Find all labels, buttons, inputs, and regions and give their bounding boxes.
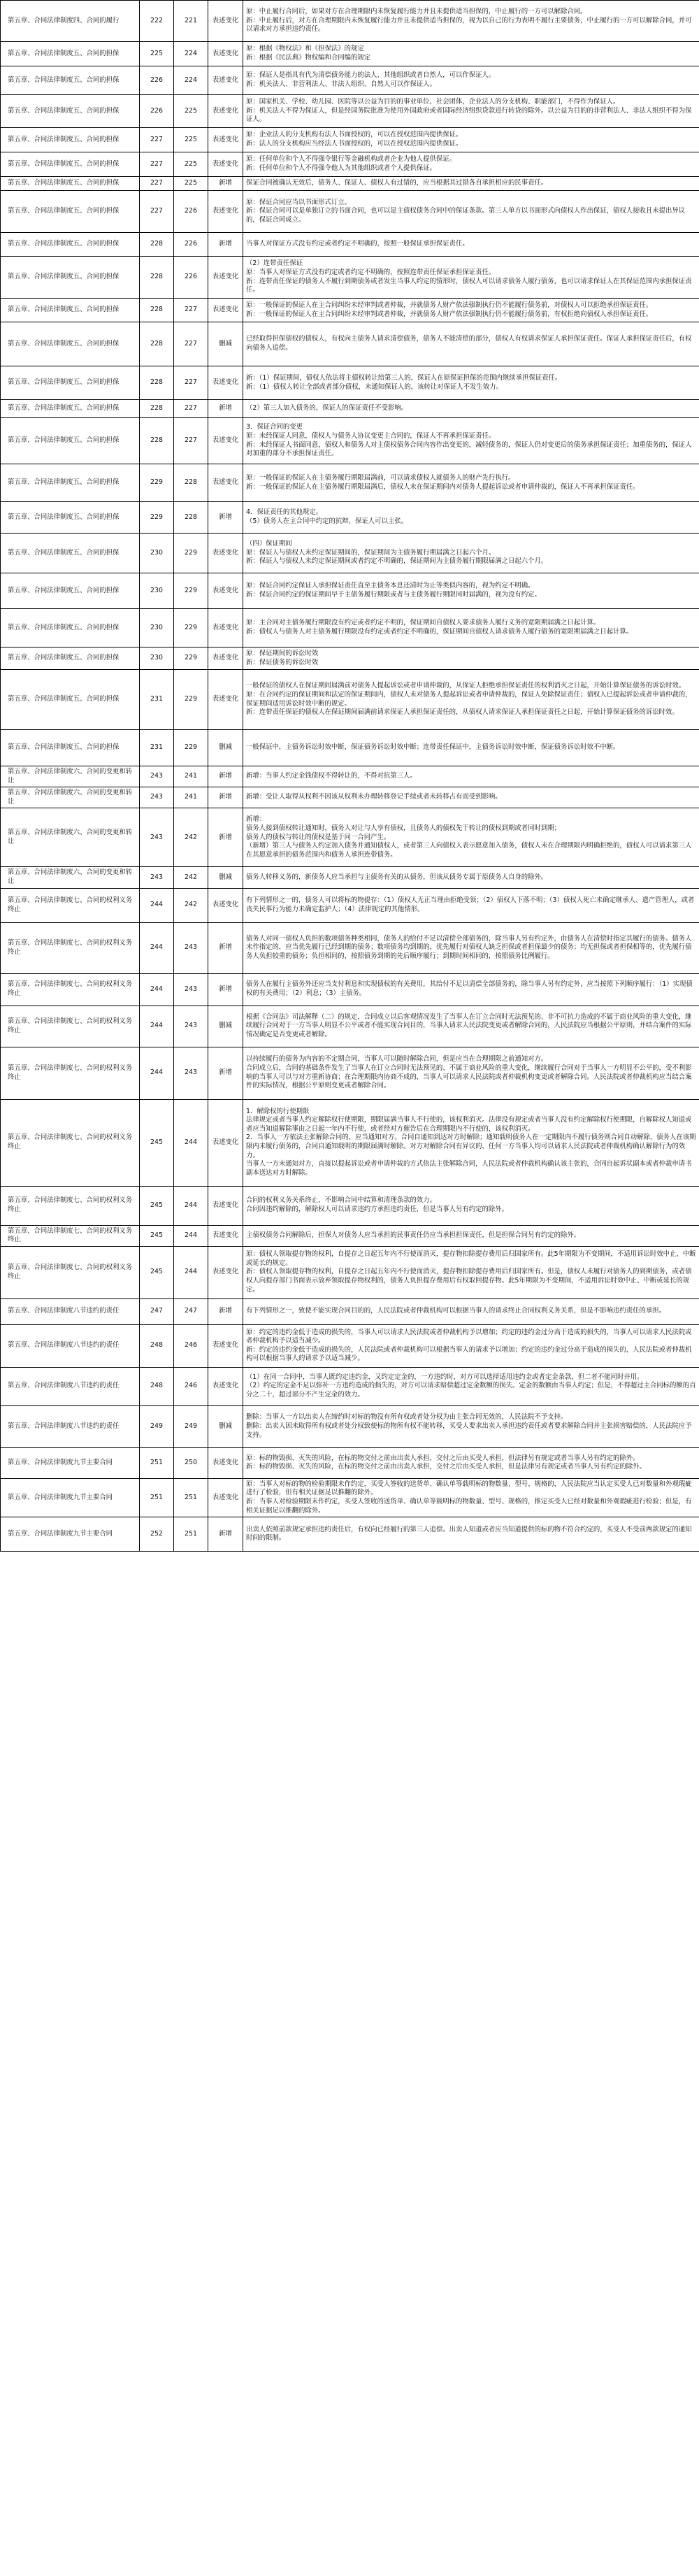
change-type-cell: 表述变化 (208, 534, 243, 573)
change-type-cell: 表述变化 (208, 670, 243, 730)
chapter-cell: 第五章、合同法律制度七、合同的权利义务终止 (1, 1225, 140, 1246)
old-page-cell: 226 (174, 233, 208, 257)
table-row (1, 973, 699, 1006)
old-page-cell: 249 (174, 1405, 208, 1447)
new-page-cell: 243 (140, 787, 174, 808)
old-page-cell: 242 (174, 888, 208, 922)
old-page-cell: 226 (174, 257, 208, 299)
old-page-cell: 242 (174, 867, 208, 888)
chapter-cell: 第五章、合同法律制度五、合同的担保 (1, 534, 140, 573)
change-type-cell: 新增 (208, 502, 243, 534)
change-content-cell: 原：主合同对主债务履行期限没有约定或者约定不明的，保证期间自债权人要求债务人履行义务的宽限期届满之日起计算。 新：债权人与债务人对主债务履行期限没有约定或者约定不明确的，保证期间自债权人请求债务人履行债务的宽限期届满之日起计算。 (243, 609, 699, 647)
new-page-cell: 227 (140, 177, 174, 191)
table-row (1, 366, 699, 400)
new-page-cell: 245 (140, 1225, 174, 1246)
change-content-cell: 一般保证中，主债务诉讼时效中断，保证债务诉讼时效中断；连带责任保证中，主债务诉讼时效中断，保证债务诉讼时效不中断。 (243, 730, 699, 766)
old-page-cell: 244 (174, 1225, 208, 1246)
new-page-cell: 227 (140, 128, 174, 152)
chapter-cell: 第五章、合同法律制度五、合同的担保 (1, 464, 140, 502)
change-content-cell: 原：债权人领取提存物的权利，自提存之日起五年内不行使而消灭，提存物扣除提存费用后归国家所有。此5年期限为不变期间，不适用诉讼时效中止、中断或延长的规定。 新：债权人领取提存物的权利，自提存之日起五年内不行使而消灭，提存物扣除提存费用后归国家所有。但是，债权人未履行对债务人的到期债务，或者债权人向提存部门书面表示放弃领取提存物权利的，债务人负担提存费用后有权取回提存物。此5年期限为不变期间，不适用诉讼时效中止、中断或延长的规定。 (243, 1246, 699, 1298)
new-page-cell: 243 (140, 808, 174, 867)
chapter-cell: 第五章、合同法律制度五、合同的担保 (1, 95, 140, 128)
new-page-cell: 228 (140, 366, 174, 400)
change-type-cell: 表述变化 (208, 1099, 243, 1186)
table-row (1, 42, 699, 66)
old-page-cell: 247 (174, 1298, 208, 1324)
table-row (1, 1099, 699, 1186)
table-row (1, 888, 699, 922)
table-row (1, 233, 699, 257)
change-type-cell: 新增 (208, 1298, 243, 1324)
change-type-cell: 表述变化 (208, 366, 243, 400)
old-page-cell: 225 (174, 152, 208, 177)
table-row (1, 1367, 699, 1405)
change-content-cell: 原：一般保证的保证人在主债务履行期限届满前，可以请求债权人就债务人的财产先行执行。 新：一般保证的保证人在主债务履行期限届满后，债权人未在保证期间内对债务人提起诉讼或者申请仲裁的，保证人不再承担保证责任。 (243, 464, 699, 502)
change-content-cell: 原：企业法人的分支机构有法人书面授权的，可以在授权范围内提供保证。 新：法人的分支机构应当经法人书面授权的，可以在授权范围内提供保证。 (243, 128, 699, 152)
chapter-cell: 第五章、合同法律制度五、合同的担保 (1, 128, 140, 152)
old-page-cell: 251 (174, 1478, 208, 1517)
old-page-cell: 227 (174, 366, 208, 400)
table-row (1, 1478, 699, 1517)
change-content-cell: 原：保证合同约定保证人承担保证责任直至主债务本息还清时为止等类似内容的，视为约定不明确。 新：保证合同约定的保证期间早于主债务履行期限或者与主债务履行期限同时届满的，视为没有约定。 (243, 573, 699, 609)
chapter-cell: 第五章、合同法律制度六、合同的变更和转让 (1, 867, 140, 888)
change-content-cell: 新增： 债务人接到债权转让通知时，债务人对让与人享有债权，且债务人的债权先于转让的债权到期或者同时到期； 债务人的债权与转让的债权是基于同一合同产生。 （新增）第三人与债务人约定加入债务并通知债权人，或者第三人向债权人表示愿意加入债务，债权人未在合理期限内明确拒绝的，债权人可以请求第三人在其愿意承担的债务范围内和债务人承担连带债务。 (243, 808, 699, 867)
table-row (1, 177, 699, 191)
new-page-cell: 244 (140, 1047, 174, 1099)
table-row (1, 418, 699, 464)
old-page-cell: 224 (174, 66, 208, 95)
new-page-cell: 228 (140, 233, 174, 257)
old-page-cell: 241 (174, 766, 208, 787)
old-page-cell: 225 (174, 95, 208, 128)
old-page-cell: 241 (174, 787, 208, 808)
new-page-cell: 228 (140, 418, 174, 464)
chapter-cell: 第五章、合同法律制度五、合同的担保 (1, 609, 140, 647)
chapter-cell: 第五章、合同法律制度五、合同的担保 (1, 233, 140, 257)
change-type-cell: 新增 (208, 787, 243, 808)
old-page-cell: 224 (174, 42, 208, 66)
change-type-cell: 表述变化 (208, 1324, 243, 1367)
change-type-cell: 表述变化 (208, 573, 243, 609)
table-row (1, 787, 699, 808)
table-row (1, 1447, 699, 1478)
change-type-cell: 删减 (208, 1405, 243, 1447)
new-page-cell: 245 (140, 1246, 174, 1298)
table-row (1, 922, 699, 973)
change-content-cell: 债务人转移义务的，新债务人应当承担与主债务有关的从债务，但该从债务专属于原债务人自身的除外。 (243, 867, 699, 888)
change-type-cell: 删减 (208, 867, 243, 888)
change-type-cell: 表述变化 (208, 1246, 243, 1298)
old-page-cell: 225 (174, 128, 208, 152)
chapter-cell: 第五章、合同法律制度七、合同的权利义务终止 (1, 973, 140, 1006)
change-content-cell: 删除：当事人一方以出卖人在缔约时对标的物没有所有权或者处分权为由主张合同无效的，人民法院不予支持。 删除：出卖人因未取得所有权或者处分权致使标的物所有权不能转移，买受人要求出卖人承担违约责任或者要求解除合同并主张损害赔偿的，人民法院应予支持。 (243, 1405, 699, 1447)
table-row (1, 647, 699, 670)
change-type-cell: 表述变化 (208, 191, 243, 233)
new-page-cell: 228 (140, 299, 174, 322)
change-content-cell: 债务人对同一债权人负担的数项债务种类相同，债务人的给付不足以清偿全部债务的，除当事人另有约定外，由债务人在清偿时指定其履行的债务。债务人未作指定的，应当优先履行已经到期的债务；数项债务均到期的，优先履行对债权人缺乏担保或者担保最少的债务；均无担保或者担保相等的，优先履行债务人负担较重的债务；负担相同的，按照债务到期的先后顺序履行；到期时间相同的，按照债务比例履行。 (243, 922, 699, 973)
chapter-cell: 第五章、合同法律制度五、合同的担保 (1, 366, 140, 400)
table-row (1, 808, 699, 867)
new-page-cell: 230 (140, 534, 174, 573)
chapter-cell: 第五章、合同法律制度五、合同的担保 (1, 418, 140, 464)
chapter-cell: 第五章、合同法律制度六、合同的变更和转让 (1, 808, 140, 867)
chapter-cell: 第五章、合同法律制度七、合同的权利义务终止 (1, 1047, 140, 1099)
change-type-cell: 新增 (208, 233, 243, 257)
table-row (1, 1405, 699, 1447)
table-row (1, 1246, 699, 1298)
old-page-cell: 246 (174, 1324, 208, 1367)
change-content-cell: 4．保证责任的其他规定。 （5）债务人在主合同中约定的抗辩，保证人可以主张。 (243, 502, 699, 534)
chapter-cell: 第五章、合同法律制度五、合同的担保 (1, 191, 140, 233)
chapter-cell: 第五章、合同法律制度五、合同的担保 (1, 322, 140, 366)
new-page-cell: 228 (140, 257, 174, 299)
change-content-cell: 当事人对保证方式没有约定或者约定不明确的，按照一般保证承担保证责任。 (243, 233, 699, 257)
old-page-cell: 244 (174, 1099, 208, 1186)
new-page-cell: 231 (140, 730, 174, 766)
new-page-cell: 228 (140, 322, 174, 366)
table-row (1, 128, 699, 152)
new-page-cell: 244 (140, 922, 174, 973)
table-row (1, 191, 699, 233)
chapter-cell: 第五章、合同法律制度五、合同的担保 (1, 502, 140, 534)
change-type-cell: 表述变化 (208, 152, 243, 177)
change-content-cell: 一般保证的债权人在保证期间届满前对债务人提起诉讼或者申请仲裁的，从保证人拒绝承担保证责任的权利消灭之日起，开始计算保证债务的诉讼时效。 原：在合同约定的保证期间和法定的保证期间内，债权人未对债务人提起诉讼或者申请仲裁的，保证人免除保证责任；债权人已提起诉讼或者申请仲裁的，保证期间适用诉讼时效中断的规定。 新：连带责任保证的债权人在保证期间届满前请求保证人承担保证责任的，从债权人请求保证人承担保证责任之日起，开始计算保证债务的诉讼时效。 (243, 670, 699, 730)
change-content-cell: 新增：当事人约定金钱债权不得转让的，不得对抗第三人。 (243, 766, 699, 787)
old-page-cell: 242 (174, 808, 208, 867)
table-row (1, 730, 699, 766)
old-page-cell: 243 (174, 922, 208, 973)
change-type-cell: 表述变化 (208, 418, 243, 464)
chapter-cell: 第五章、合同法律制度五、合同的担保 (1, 42, 140, 66)
change-type-cell: 表述变化 (208, 1478, 243, 1517)
new-page-cell: 251 (140, 1447, 174, 1478)
change-type-cell: 表述变化 (208, 609, 243, 647)
chapter-cell: 第五章、合同法律制度五、合同的担保 (1, 647, 140, 670)
new-page-cell: 228 (140, 400, 174, 418)
chapter-cell: 第五章、合同法律制度七、合同的权利义务终止 (1, 1186, 140, 1225)
old-page-cell: 228 (174, 464, 208, 502)
new-page-cell: 222 (140, 1, 174, 42)
new-page-cell: 248 (140, 1367, 174, 1405)
new-page-cell: 225 (140, 42, 174, 66)
new-page-cell: 230 (140, 609, 174, 647)
chapter-cell: 第五章、合同法律制度九节主要合同 (1, 1517, 140, 1552)
chapter-cell: 第五章、合同法律制度五、合同的担保 (1, 730, 140, 766)
old-page-cell: 244 (174, 1246, 208, 1298)
change-content-cell: 已经取得担保债权的债权人，有权向主债务人请求清偿债务，债务人不能清偿的部分，债权人有权请求保证人承担保证责任。保证人承担保证责任后，有权向债务人追偿。 (243, 322, 699, 366)
change-content-cell: 原：一般保证的保证人在主合同纠纷未经审判或者仲裁，并就债务人财产依法强制执行仍不能履行债务前，对债权人可以拒绝承担保证责任。 新：一般保证的保证人在主合同纠纷未经审判或者仲裁，并就债务人财产依法强制执行仍不能履行债务前，有权拒绝向债权人承担保证责任。 (243, 299, 699, 322)
change-content-cell: 有下列情形之一，致使不能实现合同目的的，人民法院或者仲裁机构可以根据当事人的请求终止合同权利义务关系，但是不影响违约责任的承担。 (243, 1298, 699, 1324)
change-content-cell: 3．保证合同的变更 原：未经保证人同意，债权人与债务人协议变更主合同的，保证人不再承担保证责任。 新：未经保证人书面同意，债权人和债务人对主债权债务合同内容作出变更的，减轻债务的，保证人仍对变更后的债务承担保证责任；加重债务的，保证人对加重的部分不承担保证责任。 (243, 418, 699, 464)
new-page-cell: 244 (140, 888, 174, 922)
change-type-cell: 删减 (208, 322, 243, 366)
chapter-cell: 第五章、合同法律制度五、合同的担保 (1, 670, 140, 730)
change-type-cell: 表述变化 (208, 257, 243, 299)
chapter-cell: 第五章、合同法律制度五、合同的担保 (1, 177, 140, 191)
change-content-cell: （1）在同一合同中，当事人既约定违约金，又约定定金的，一方违约时，对方可以选择适用违约金或者定金条款，但二者不能同时并用。 （2）约定的定金不足以弥补一方违约造成的损失的，对方可以请求赔偿超过定金数额的损失。定金的数额由当事人约定；但是，不得超过主合同标的额的百分之二十，超过部分不产生定金的效力。 (243, 1367, 699, 1405)
table-row (1, 502, 699, 534)
chapter-cell: 第五章、合同法律制度五、合同的担保 (1, 257, 140, 299)
chapter-cell: 第五章、合同法律制度七、合同的权利义务终止 (1, 1006, 140, 1047)
new-page-cell: 230 (140, 647, 174, 670)
table-row (1, 66, 699, 95)
change-content-cell: 原：标的物毁损、灭失的风险，在标的物交付之前由出卖人承担，交付之后由买受人承担，但法律另有规定或者当事人另有约定的除外。 新：标的物毁损、灭失的风险，在标的物交付之前由出卖人承担，交付之后由买受人承担，但是法律另有规定或者当事人另有约定的除外。 (243, 1447, 699, 1478)
change-content-cell: （2）连带责任保证 原：当事人对保证方式没有约定或者约定不明确的，按照连带责任保证承担保证责任。 新：连带责任保证的债务人不履行到期债务或者发生当事人约定的情形时，债权人可以请求债务人履行债务，也可以请求保证人在其保证范围内承担保证责任。 (243, 257, 699, 299)
change-content-cell: 保证合同被确认无效后，债务人、保证人、债权人有过错的，应当根据其过错各自承担相应的民事责任。 (243, 177, 699, 191)
table-row (1, 400, 699, 418)
change-content-cell: 新增：受让人取得从权利不因该从权利未办理转移登记手续或者未转移占有而受到影响。 (243, 787, 699, 808)
change-type-cell: 新增 (208, 808, 243, 867)
change-type-cell: 新增 (208, 973, 243, 1006)
change-content-cell: 原：保证人是指具有代为清偿债务能力的法人、其他组织或者自然人，可以作保证人。 新：机关法人、非营利法人、非法人组织、自然人可以作保证人。 (243, 66, 699, 95)
change-content-cell: 原：中止履行合同后，如果对方在合理期限内未恢复履行能力并且未提供适当担保的，中止履行的一方可以解除合同。 新：中止履行后，对方在合理期限内未恢复履行能力并且未提供适当担保的，视为以自己的行为表明不履行主要债务，中止履行的一方可以解除合同，并可以请求对方承担违约责任。 (243, 1, 699, 42)
old-page-cell: 246 (174, 1367, 208, 1405)
old-page-cell: 225 (174, 177, 208, 191)
chapter-cell: 第五章、合同法律制度五、合同的担保 (1, 66, 140, 95)
new-page-cell: 247 (140, 1298, 174, 1324)
chapter-cell: 第五章、合同法律制度五、合同的担保 (1, 400, 140, 418)
table-row (1, 1186, 699, 1225)
table-row (1, 1006, 699, 1047)
chapter-cell: 第五章、合同法律制度九节主要合同 (1, 1478, 140, 1517)
change-type-cell: 表述变化 (208, 1, 243, 42)
chapter-cell: 第五章、合同法律制度五、合同的担保 (1, 152, 140, 177)
old-page-cell: 229 (174, 670, 208, 730)
change-type-cell: 表述变化 (208, 66, 243, 95)
change-content-cell: 有下列情形之一的，债务人可以将标的物提存：（1）债权人无正当理由拒绝受领；（2）债权人下落不明；（3）债权人死亡未确定继承人、遗产管理人，或者丧失民事行为能力未确定监护人；（4）法律规定的其他情形。 (243, 888, 699, 922)
new-page-cell: 252 (140, 1517, 174, 1552)
table-row (1, 609, 699, 647)
change-content-cell: 主债权债务合同解除后，担保人对债务人应当承担的民事责任仍应当承担担保责任，但是担保合同另有约定的除外。 (243, 1225, 699, 1246)
table-row (1, 534, 699, 573)
change-content-cell: 出卖人依照前款规定承担违约责任后，有权向已经履行的第三人追偿。出卖人知道或者应当知道提供的标的物不符合约定的，买受人不受前两款规定的通知时间的限制。 (243, 1517, 699, 1552)
chapter-cell: 第五章、合同法律制度六、合同的变更和转让 (1, 766, 140, 787)
new-page-cell: 231 (140, 670, 174, 730)
chapter-cell: 第五章、合同法律制度六、合同的变更和转让 (1, 787, 140, 808)
change-content-cell: 根据《合同法》司法解释（二）的规定，合同成立以后客观情况发生了当事人在订立合同时无法预见的、非不可抗力造成的不属于商业风险的重大变化，继续履行合同对于一方当事人明显不公平或者不能实现合同目的，当事人请求人民法院变更或者解除合同的，人民法院应当根据公平原则，并结合案件的实际情况确定是否变更或者解除。 (243, 1006, 699, 1047)
new-page-cell: 245 (140, 1099, 174, 1186)
table-row (1, 1, 699, 42)
change-type-cell: 表述变化 (208, 647, 243, 670)
change-type-cell: 表述变化 (208, 299, 243, 322)
new-page-cell: 249 (140, 1405, 174, 1447)
change-type-cell: 新增 (208, 400, 243, 418)
new-page-cell: 243 (140, 766, 174, 787)
change-type-cell: 表述变化 (208, 42, 243, 66)
table-body (1, 1, 699, 1552)
change-content-cell: 原：当事人对标的物的检验期限未作约定，买受人签收的送货单、确认单等载明标的物数量、型号、规格的，人民法院应当认定买受人已对数量和外观瑕疵进行了检验，但有相关证据足以推翻的除外。 新：当事人对检验期限未作约定，买受人签收的送货单、确认单等载明标的物数量、型号、规格的，推定买受人已经对数量和外观瑕疵进行检验；但是，有相关证据足以推翻的除外。 (243, 1478, 699, 1517)
old-page-cell: 227 (174, 400, 208, 418)
change-type-cell: 表述变化 (208, 464, 243, 502)
chapter-cell: 第五章、合同法律制度七、合同的权利义务终止 (1, 1099, 140, 1186)
table-row (1, 322, 699, 366)
change-type-cell: 表述变化 (208, 1447, 243, 1478)
chapter-cell: 第五章、合同法律制度七、合同的权利义务终止 (1, 922, 140, 973)
new-page-cell: 230 (140, 573, 174, 609)
new-page-cell: 243 (140, 867, 174, 888)
chapter-cell: 第五章、合同法律制度八节违约的责任 (1, 1367, 140, 1405)
chapter-cell: 第五章、合同法律制度七、合同的权利义务终止 (1, 1246, 140, 1298)
old-page-cell: 228 (174, 502, 208, 534)
chapter-cell: 第五章、合同法律制度五、合同的担保 (1, 299, 140, 322)
change-content-cell: 债务人在履行主债务外还应当支付利息和实现债权的有关费用，其给付不足以清偿全部债务的，除当事人另有约定外，应当按照下列顺序履行：（1）实现债权的有关费用；（2）利息；（3）主债务。 (243, 973, 699, 1006)
old-page-cell: 226 (174, 191, 208, 233)
old-page-cell: 229 (174, 573, 208, 609)
change-type-cell: 表述变化 (208, 1186, 243, 1225)
old-page-cell: 243 (174, 1006, 208, 1047)
change-type-cell: 新增 (208, 766, 243, 787)
table-row (1, 573, 699, 609)
change-type-cell: 新增 (208, 1047, 243, 1099)
table-row (1, 1298, 699, 1324)
change-content-cell: 原：任何单位和个人不得强令银行等金融机构或者企业为他人提供保证。 新：任何单位和个人不得强令他人为其他组织或者个人提供保证。 (243, 152, 699, 177)
change-content-cell: 原：国家机关、学校、幼儿园、医院等以公益为目的的事业单位、社会团体，企业法人的分支机构、职能部门，不得作为保证人。 新：机关法人不得为保证人，但是经国务院批准为使用外国政府或者国际经济组织贷款进行转贷的除外。以公益为目的的非营利法人、非法人组织不得为保证人。 (243, 95, 699, 128)
chapter-cell: 第五章、合同法律制度八节违约的责任 (1, 1298, 140, 1324)
new-page-cell: 251 (140, 1478, 174, 1517)
table-row (1, 152, 699, 177)
table-row (1, 299, 699, 322)
chapter-cell: 第五章、合同法律制度四、合同的履行 (1, 1, 140, 42)
new-page-cell: 226 (140, 95, 174, 128)
new-page-cell: 248 (140, 1324, 174, 1367)
chapter-cell: 第五章、合同法律制度八节违约的责任 (1, 1324, 140, 1367)
change-content-cell: 以持续履行的债务为内容的不定期合同，当事人可以随时解除合同，但是应当在合理期限之前通知对方。 合同成立后，合同的基础条件发生了当事人在订立合同时无法预见的、不属于商业风险的重大变化，继续履行合同对于当事人一方明显不公平的，受不利影响的当事人可以与对方重新协商；在合理期限内协商不成的，当事人可以请求人民法院或者仲裁机构变更或者解除合同。人民法院或者仲裁机构应当结合案件的实际情况，根据公平原则变更或者解除合同。 (243, 1047, 699, 1099)
table-row (1, 1517, 699, 1552)
old-page-cell: 229 (174, 647, 208, 670)
change-content-cell: （四）保证期间 原：保证人与债权人未约定保证期间的，保证期间为主债务履行期届满之日起六个月。 新：保证人与债权人未约定保证期间或者约定不明确的，保证期间为主债务履行期限届满之日起六个月。 (243, 534, 699, 573)
change-content-cell: 原：根据《物权法》和《担保法》的规定 新：根据《民法典》物权编和合同编的规定 (243, 42, 699, 66)
table-row (1, 1324, 699, 1367)
change-content-cell: 原：保证合同应当以书面形式订立。 新：保证合同可以是单独订立的书面合同，也可以是主债权债务合同中的保证条款。第三人单方以书面形式向债权人作出保证，债权人接收且未提出异议的，保证合同成立。 (243, 191, 699, 233)
table-row (1, 1225, 699, 1246)
change-content-cell: 原：保证期间的诉讼时效 新：保证债务的诉讼时效 (243, 647, 699, 670)
change-type-cell: 表述变化 (208, 1225, 243, 1246)
change-content-cell: 原：约定的违约金低于造成的损失的，当事人可以请求人民法院或者仲裁机构予以增加；约定的违约金过分高于造成的损失的，当事人可以请求人民法院或者仲裁机构予以适当减少。 新：约定的违约金低于造成的损失的，人民法院或者仲裁机构可以根据当事人的请求予以增加；约定的违约金过分高于造成的损失的，人民法院或者仲裁机构可以根据当事人的请求予以适当减少。 (243, 1324, 699, 1367)
table-row (1, 867, 699, 888)
old-page-cell: 227 (174, 322, 208, 366)
table-row (1, 1047, 699, 1099)
table-row (1, 464, 699, 502)
table-row (1, 670, 699, 730)
new-page-cell: 244 (140, 1006, 174, 1047)
old-page-cell: 227 (174, 299, 208, 322)
chapter-cell: 第五章、合同法律制度五、合同的担保 (1, 573, 140, 609)
change-type-cell: 表述变化 (208, 888, 243, 922)
new-page-cell: 227 (140, 152, 174, 177)
old-page-cell: 243 (174, 1047, 208, 1099)
chapter-cell: 第五章、合同法律制度七、合同的权利义务终止 (1, 888, 140, 922)
new-page-cell: 226 (140, 66, 174, 95)
change-type-cell: 新增 (208, 922, 243, 973)
new-page-cell: 227 (140, 191, 174, 233)
new-page-cell: 229 (140, 464, 174, 502)
old-page-cell: 243 (174, 973, 208, 1006)
change-type-cell: 表述变化 (208, 95, 243, 128)
old-page-cell: 229 (174, 730, 208, 766)
change-type-cell: 新增 (208, 1517, 243, 1552)
change-content-cell: （2）第三人加入债务的，保证人的保证责任不受影响。 (243, 400, 699, 418)
old-page-cell: 221 (174, 1, 208, 42)
change-type-cell: 删减 (208, 730, 243, 766)
change-content-cell: 新：（1）保证期间，债权人依法将主债权转让给第三人的，保证人在原保证担保的范围内继续承担保证责任。 新：（1）债权人转让全部或者部分债权，未通知保证人的，该转让对保证人不发生效力。 (243, 366, 699, 400)
chapter-cell: 第五章、合同法律制度九节主要合同 (1, 1447, 140, 1478)
change-content-cell: 合同的权利义务关系终止，不影响合同中结算和清理条款的效力。 合同因违约解除的，解除权人可以请求违约方承担违约责任，但是当事人另有约定的除外。 (243, 1186, 699, 1225)
change-type-cell: 表述变化 (208, 1367, 243, 1405)
table-row (1, 257, 699, 299)
old-page-cell: 250 (174, 1447, 208, 1478)
old-page-cell: 229 (174, 609, 208, 647)
change-type-cell: 新增 (208, 177, 243, 191)
old-page-cell: 244 (174, 1186, 208, 1225)
change-type-cell: 删减 (208, 1006, 243, 1047)
new-page-cell: 245 (140, 1186, 174, 1225)
old-page-cell: 227 (174, 418, 208, 464)
old-page-cell: 229 (174, 534, 208, 573)
change-content-cell: 1．解除权的行使期限 法律规定或者当事人约定解除权行使期限，期限届满当事人不行使的，该权利消灭。法律没有规定或者当事人没有约定解除权行使期限，自解除权人知道或者应当知道解除事由之日起一年内不行使，或者经对方催告后在合理期限内不行使的，该权利消灭。 2．当事人一方依法主张解除合同的，应当通知对方。合同自通知到达对方时解除；通知载明债务人在一定期限内不履行债务则合同自动解除，债务人在该期限内未履行债务的，合同自通知载明的期限届满时解除。对方对解除合同有异议的，任何一方当事人均可以请求人民法院或者仲裁机构确认解除行为的效力。 当事人一方未通知对方，直接以提起诉讼或者申请仲裁的方式依法主张解除合同，人民法院或者仲裁机构确认该主张的，合同自起诉状副本或者仲裁申请书副本送达对方时解除。 (243, 1099, 699, 1186)
chapter-cell: 第五章、合同法律制度八节违约的责任 (1, 1405, 140, 1447)
old-page-cell: 251 (174, 1517, 208, 1552)
table-row (1, 766, 699, 787)
table-row (1, 95, 699, 128)
change-type-cell: 表述变化 (208, 128, 243, 152)
new-page-cell: 244 (140, 973, 174, 1006)
new-page-cell: 229 (140, 502, 174, 534)
